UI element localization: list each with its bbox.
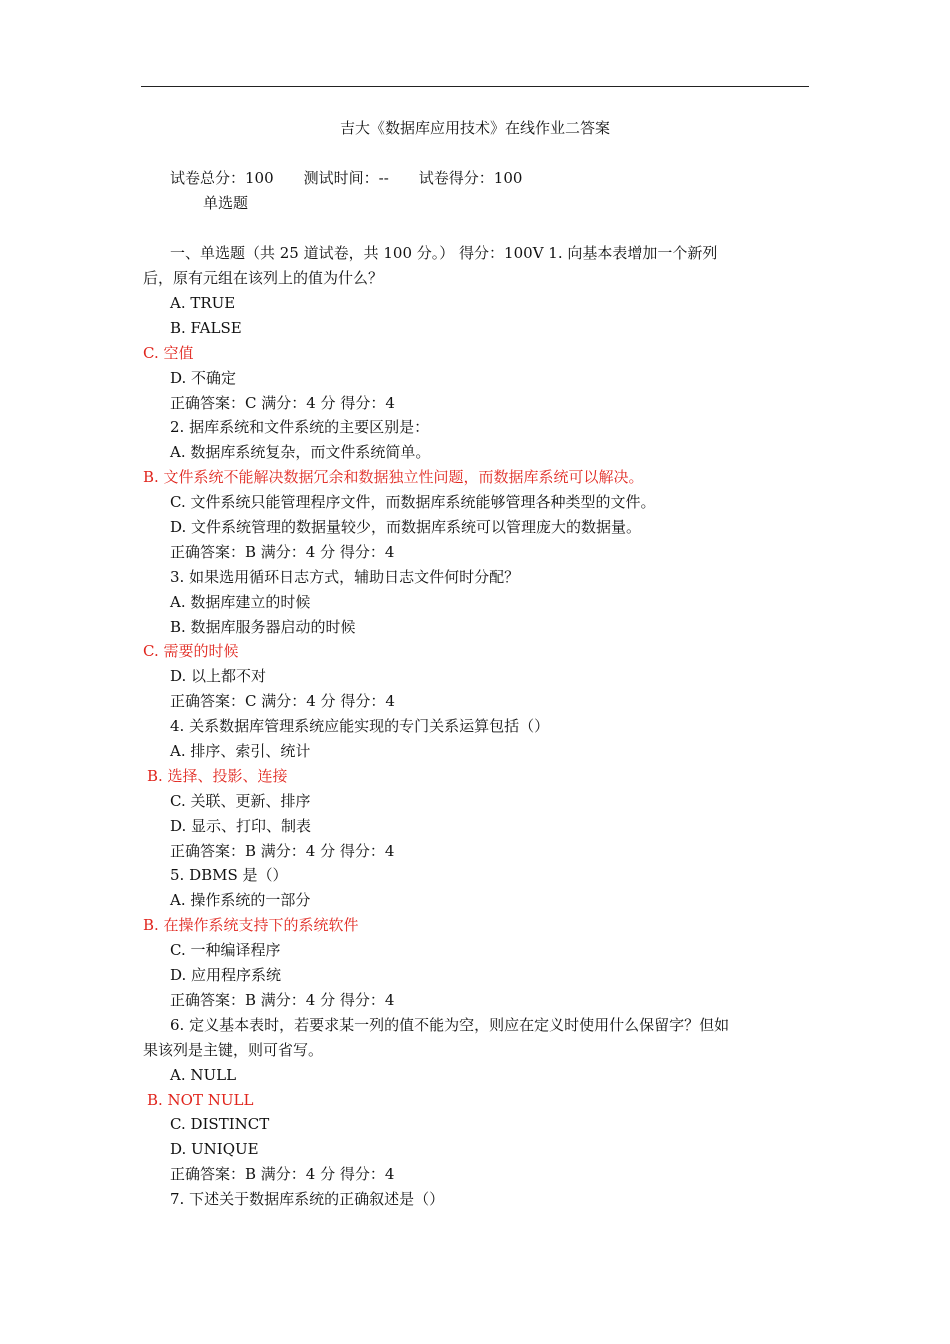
q1-option-a: A. TRUE [170,294,236,312]
q4-option-c: C. 关联、更新、排序 [170,792,311,810]
test-time: 测试时间：-- [303,169,389,187]
q4-option-a: A. 排序、索引、统计 [170,742,311,760]
q6-option-d: D. UNIQUE [170,1140,259,1158]
q2-option-a: A. 数据库系统复杂，而文件系统简单。 [170,443,431,461]
q5-option-d: D. 应用程序系统 [170,966,282,984]
q5-option-b-correct: B. 在操作系统支持下的系统软件 [143,916,359,934]
q2-option-c: C. 文件系统只能管理程序文件，而数据库系统能够管理各种类型的文件。 [170,493,656,511]
exam-meta [170,168,522,188]
q3-option-d: D. 以上都不对 [170,667,267,685]
q6-option-c: C. DISTINCT [170,1115,270,1133]
q2-question: 2. 据库系统和文件系统的主要区别是： [170,418,430,436]
q1-option-c-correct: C. 空值 [143,344,194,362]
document-title: 吉大《数据库应用技术》在线作业二答案 [339,119,610,137]
exam-score: 试卷得分：100 [418,169,523,187]
q4-option-b-correct: B. 选择、投影、连接 [147,767,288,785]
q7-question: 7. 下述关于数据库系统的正确叙述是（） [170,1190,445,1208]
q4-option-d: D. 显示、打印、制表 [170,817,312,835]
intro-line-1: 一、单选题（共 25 道试卷，共 100 分。） 得分：100V 1. 向基本表增加一个新列 [170,244,718,262]
q5-option-a: A. 操作系统的一部分 [170,891,311,909]
q1-option-b: B. FALSE [170,319,242,337]
q3-option-b: B. 数据库服务器启动的时候 [170,618,356,636]
q2-option-b-correct: B. 文件系统不能解决数据冗余和数据独立性问题，而数据库系统可以解决。 [143,468,644,486]
q1-answer: 正确答案：C 满分：4 分 得分：4 [170,394,395,412]
q3-question: 3. 如果选用循环日志方式，辅助日志文件何时分配？ [170,568,520,586]
q2-option-d: D. 文件系统管理的数据量较少，而数据库系统可以管理庞大的数据量。 [170,518,642,536]
q6-question-line-2: 果该列是主键，则可省写。 [143,1041,324,1059]
q2-answer: 正确答案：B 满分：4 分 得分：4 [170,543,395,561]
section-label: 单选题 [203,194,249,212]
intro-line-2: 后，原有元组在该列上的值为什么？ [143,269,384,287]
q5-answer: 正确答案：B 满分：4 分 得分：4 [170,991,395,1009]
q5-option-c: C. 一种编译程序 [170,941,281,959]
q3-answer: 正确答案：C 满分：4 分 得分：4 [170,692,395,710]
q4-answer: 正确答案：B 满分：4 分 得分：4 [170,842,395,860]
top-rule [141,86,809,87]
q6-answer: 正确答案：B 满分：4 分 得分：4 [170,1165,395,1183]
q3-option-a: A. 数据库建立的时候 [170,593,311,611]
q6-option-b-correct: B. NOT NULL [147,1091,254,1109]
q5-question: 5. DBMS 是（） [170,866,288,884]
q1-option-d: D. 不确定 [170,369,237,387]
q4-question: 4. 关系数据库管理系统应能实现的专门关系运算包括（） [170,717,550,735]
total-score: 试卷总分：100 [170,169,274,187]
q6-option-a: A. NULL [170,1066,237,1084]
q3-option-c-correct: C. 需要的时候 [143,642,239,660]
q6-question-line-1: 6. 定义基本表时，若要求某一列的值不能为空，则应在定义时使用什么保留字？但如 [170,1016,730,1034]
